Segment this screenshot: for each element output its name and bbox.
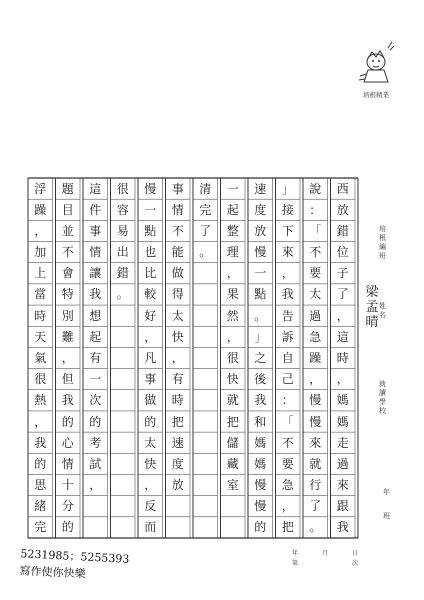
grid-character: 事 [171, 181, 184, 196]
grid-character: 。 [116, 287, 129, 302]
grid-character: 做 [171, 266, 184, 281]
grid-character: 媽 [336, 393, 349, 408]
grid-character: 能 [171, 245, 184, 260]
grid-character: 的 [61, 414, 74, 429]
grid-character: 較 [144, 287, 157, 302]
grid-character: 跟 [336, 499, 349, 514]
class-label: 班 [383, 512, 390, 520]
grid-character: 急 [281, 478, 294, 493]
grid-character: 別 [61, 308, 74, 323]
grid-character: 的 [34, 456, 47, 471]
grid-character: ， [144, 478, 157, 493]
grid-character: 事 [89, 223, 102, 238]
grid-character: 件 [89, 202, 102, 217]
grid-character: 情 [89, 245, 102, 260]
grid-character: 熱 [34, 393, 47, 408]
grid-character: 思 [34, 478, 47, 493]
grid-character: 子 [336, 266, 349, 281]
grid-character: 理 [226, 245, 239, 260]
grid-character: 情 [171, 202, 184, 217]
grid-character: 的 [89, 414, 102, 429]
grid-character: 完 [199, 202, 212, 217]
grid-character: ， [281, 266, 294, 281]
grid-character: 的 [144, 414, 157, 429]
grid-character: 好 [144, 308, 157, 323]
grid-character: ， [336, 372, 349, 387]
grid-character: 後 [254, 372, 267, 387]
grid-character: 一 [226, 181, 239, 196]
grid-character: 放 [254, 223, 267, 238]
grid-character: 有 [171, 372, 184, 387]
grid-character: 下 [281, 223, 294, 238]
grid-character: 易 [116, 223, 129, 238]
grid-character: 躁 [34, 202, 47, 217]
grid-character: 」 [281, 181, 294, 196]
grid-character: 一 [254, 266, 267, 281]
grid-character: 很 [226, 351, 239, 365]
year-label: 年 [383, 488, 390, 496]
grid-character: ： [281, 393, 294, 408]
grid-character: 反 [144, 499, 157, 514]
grid-character: 錯 [116, 266, 129, 281]
grid-character: 一 [144, 202, 157, 217]
grid-character: ， [34, 414, 47, 429]
grid-character: 之 [254, 351, 267, 365]
date-times-label: 次 [352, 560, 359, 567]
grid-character: 西 [336, 181, 349, 196]
grid-character: 時 [336, 351, 349, 365]
grid-character: 度 [254, 202, 267, 217]
grid-character: 把 [171, 414, 184, 429]
grid-character: 告 [281, 308, 294, 323]
grid-character: 心 [61, 435, 74, 450]
grid-character: 媽 [254, 435, 267, 450]
grid-character: 加 [34, 245, 47, 260]
date-month-label: 月 [322, 550, 329, 557]
grid-character: 快 [144, 456, 157, 471]
grid-character: 行 [309, 478, 322, 493]
grid-character: 清 [199, 181, 212, 196]
grid-character: 想 [89, 308, 102, 323]
grid-character: 上 [34, 266, 47, 281]
grid-character: 考 [89, 435, 102, 450]
grid-character: 果 [226, 287, 239, 302]
grid-character: 了 [309, 499, 322, 514]
grid-character: 走 [336, 435, 349, 450]
grid-character: 時 [34, 308, 47, 323]
grid-character: 把 [281, 520, 294, 535]
grid-character: 錯 [336, 223, 349, 238]
grid-character: 藏 [226, 456, 239, 471]
grid-character: 很 [116, 181, 129, 196]
grid-character: 快 [171, 329, 184, 344]
grid-character: 不 [61, 245, 74, 260]
grid-character: 過 [309, 308, 322, 323]
grid-character: 慢 [254, 478, 267, 493]
grid-character: 分 [61, 499, 74, 514]
grid-character: 訴 [281, 329, 294, 344]
grid-character: 太 [309, 287, 322, 302]
stamp-slogan: 寫作使你快樂 [19, 564, 86, 581]
grid-character: 的 [61, 520, 74, 535]
grid-character: 要 [309, 266, 322, 281]
grid-character: 自 [281, 351, 294, 365]
grid-character: 得 [171, 287, 184, 302]
grid-character: 時 [171, 393, 184, 408]
grid-character: 我 [254, 393, 267, 408]
grid-character: 比 [144, 266, 157, 281]
date-order-label: 第 [292, 560, 299, 567]
grid-character: 就 [309, 456, 322, 471]
grid-character: 和 [254, 414, 267, 429]
grid-character: ， [34, 223, 47, 238]
grid-character: 了 [336, 287, 349, 302]
grid-character: 我 [61, 393, 74, 408]
grid-character: 急 [309, 329, 322, 344]
grid-character: ， [226, 266, 239, 281]
publisher-stamp [19, 545, 130, 584]
grid-character: 說 [309, 181, 322, 196]
grid-character: 室 [226, 478, 239, 493]
grid-character: 速 [171, 435, 184, 450]
grid-character: 當 [34, 287, 47, 302]
grid-character: 」 [254, 329, 267, 344]
grid-character: ， [171, 351, 184, 365]
grid-character: 特 [61, 287, 74, 302]
grid-character: 事 [144, 372, 157, 387]
grid-character: 儲 [226, 435, 239, 450]
grid-character: 接 [281, 202, 294, 217]
grid-character: 也 [144, 245, 157, 260]
grid-character: ， [309, 372, 322, 387]
grid-character: 浮 [34, 181, 47, 196]
grid-character: 不 [171, 223, 184, 238]
grid-character: 然 [226, 308, 239, 323]
grid-character: 難 [61, 329, 74, 344]
grid-character: 題 [61, 181, 74, 196]
grid-character: 了 [199, 223, 212, 238]
grid-character: 過 [336, 456, 349, 471]
grid-character: 並 [61, 223, 74, 238]
grid-character: ， [144, 329, 157, 344]
grid-character: 媽 [254, 456, 267, 471]
grid-character: 這 [89, 181, 102, 196]
grid-character: 點 [254, 287, 267, 302]
grid-character: 試 [89, 456, 102, 471]
stamp-numbers: 5231985；5255393 [20, 547, 130, 566]
grid-character: 而 [144, 520, 157, 535]
grid-character: ， [281, 499, 294, 514]
grid-character: 起 [226, 202, 239, 217]
grid-character: ： [309, 202, 322, 217]
grid-character: 情 [61, 456, 74, 471]
grid-character: 做 [144, 393, 157, 408]
grid-character: 媽 [336, 414, 349, 429]
grid-character: 我 [34, 435, 47, 450]
school-title-label: 培根編班 [379, 225, 386, 260]
grid-character: 躁 [309, 351, 322, 365]
grid-character: 但 [61, 372, 74, 387]
grid-character: 「 [281, 414, 294, 429]
grid-character: ， [336, 308, 349, 323]
school-label: 就讀學校 [379, 380, 386, 415]
grid-character: 次 [89, 393, 102, 408]
grid-character: 位 [336, 245, 349, 260]
grid-character: 我 [89, 287, 102, 302]
grid-character: 天 [34, 329, 47, 344]
grid-character: ， [61, 351, 74, 365]
grid-character: 來 [281, 245, 294, 260]
logo-caption: 培根精業 [363, 91, 389, 99]
grid-character: 「 [309, 223, 322, 238]
grid-character: 讓 [89, 266, 102, 281]
grid-character: 的 [254, 520, 267, 535]
grid-character: 緒 [34, 499, 47, 514]
date-day-label: 日 [352, 550, 359, 557]
grid-character: 來 [336, 478, 349, 493]
grid-character: 太 [171, 308, 184, 323]
grid-character: 起 [89, 329, 102, 344]
grid-character: 慢 [309, 414, 322, 429]
grid-character: 。 [254, 308, 267, 323]
grid-character: 慢 [144, 181, 157, 196]
grid-character: 快 [226, 372, 239, 387]
grid-character: 慢 [254, 245, 267, 260]
grid-character: 慢 [254, 499, 267, 514]
grid-character: 就 [226, 393, 239, 408]
grid-character: 把 [226, 414, 239, 429]
grid-character: 點 [144, 223, 157, 238]
grid-character: 不 [309, 245, 322, 260]
grid-character: 慢 [309, 393, 322, 408]
grid-character: 太 [144, 435, 157, 450]
grid-character: 速 [254, 181, 267, 196]
grid-character: 。 [199, 245, 212, 260]
name-label: 姓名 [379, 302, 386, 319]
grid-character: 凡 [144, 351, 157, 365]
grid-character: 來 [309, 435, 322, 450]
grid-character: 。 [309, 520, 322, 535]
grid-character: 十 [61, 478, 74, 493]
grid-character: 我 [336, 520, 349, 535]
grid-character: 完 [34, 520, 47, 535]
grid-character: 氣 [34, 351, 47, 365]
grid-character: ， [226, 329, 239, 344]
grid-character: ， [89, 478, 102, 493]
grid-character: 很 [34, 372, 47, 387]
grid-character: 要 [281, 456, 294, 471]
grid-character: 己 [281, 372, 294, 387]
grid-character: 出 [116, 245, 129, 260]
grid-character: 我 [281, 287, 294, 302]
date-year-label: 年 [292, 550, 299, 557]
student-name: 梁孟晴 [365, 285, 379, 330]
grid-character: 不 [281, 435, 294, 450]
grid-character: 一 [89, 372, 102, 387]
grid-character: 放 [336, 202, 349, 217]
grid-character: 容 [116, 202, 129, 217]
grid-character: 有 [89, 351, 102, 365]
grid-character: 整 [226, 223, 239, 238]
grid-character: 這 [336, 329, 349, 344]
grid-character: 目 [61, 202, 74, 217]
grid-character: 放 [171, 478, 184, 493]
grid-character: 度 [171, 456, 184, 471]
grid-character: 會 [61, 266, 74, 281]
